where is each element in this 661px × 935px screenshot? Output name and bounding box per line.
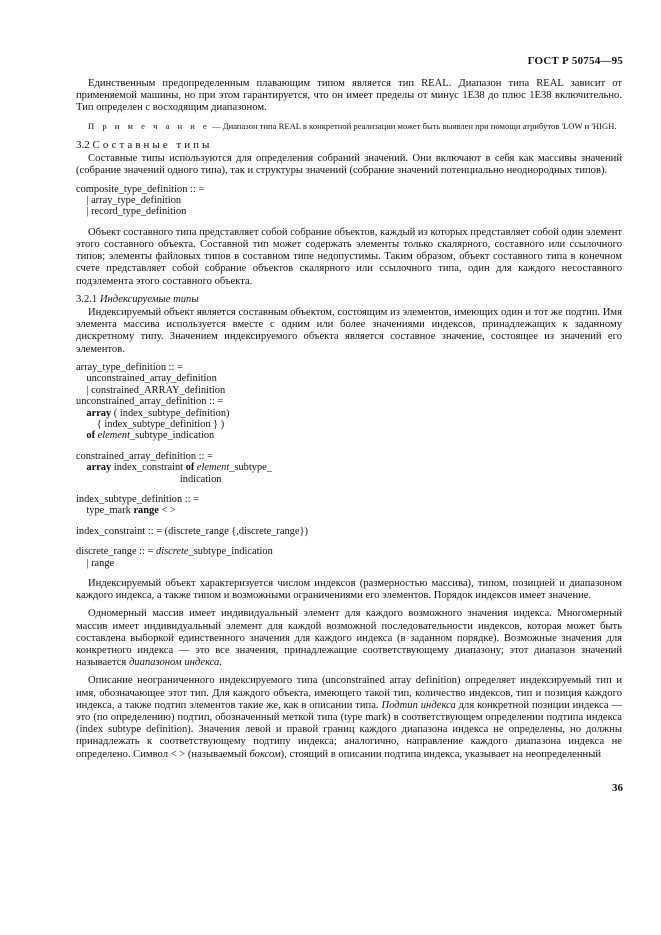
code-line: | constrained_ARRAY_definition <box>76 384 226 396</box>
code-line: composite_type_definition :: = <box>76 183 205 195</box>
code-index-constraint <box>76 526 622 537</box>
keyword-of: of <box>185 462 195 474</box>
page-body <box>76 78 622 767</box>
code-line <box>76 474 622 485</box>
note-text: — Диапазон типа REAL в конкретной реализации может быть выявлен при помощи атрибутов 'LOW и 'HIGH. <box>209 120 617 131</box>
note <box>76 121 622 131</box>
code-discrete-range <box>76 546 622 569</box>
paragraph-real-type: Единственным предопределенным плавающим типом является тип REAL. Диапазон типа REAL зависит от применяемой машины, но при этом гарантируется, что он имеет пределы от минус 1E38 до плюс 1E38 включительно. Тип определен с восходящим диапазоном. <box>76 78 622 114</box>
code-line <box>76 505 622 516</box>
keyword-of: of <box>86 430 96 442</box>
subsection-title: Индексируемые типы <box>99 293 199 305</box>
code-line <box>76 430 622 441</box>
code-line: unconstrained_array_definition <box>76 373 217 385</box>
section-number: 3.2 <box>76 139 90 152</box>
code-line: unconstrained_array_definition :: = <box>76 396 224 408</box>
code-fragment: | range <box>86 557 115 569</box>
term-box: боксом <box>249 748 281 760</box>
code-fragment: discrete_range :: = <box>76 546 157 558</box>
code-line: { index_subtype_definition } ) <box>76 418 225 430</box>
paragraph-composite-types: Составные типы используются для определения собраний значений. Они включают в себя как массивы значений (собрание значений одного типа), так и структуры значений (собрание значений потенциально неоднородных типов). <box>76 153 622 177</box>
section-heading-3-2 <box>76 139 622 151</box>
keyword-range: range <box>133 505 159 517</box>
subsection-heading-3-2-1 <box>76 294 622 306</box>
term-index-range: диапазоном индекса. <box>128 657 222 669</box>
paragraph-text: Описание неограниченного индексируемого типа (unconstrained array definition) определяет индексируемый тип и имя, обозначающее этот тип. Для каждого объекта, имеющего такой тип, количество индексов, тип и позиция каждого индекса, а также подтип элементов такие же, как в описании типа. <box>76 675 622 711</box>
keyword-array: array <box>86 407 112 419</box>
code-fragment: _subtype_indication <box>188 546 273 558</box>
code-line: array_type_definition :: = <box>76 361 183 373</box>
paragraph-index-characteristics: Индексируемый объект характеризуется числом индексов (размерностью массива), типом, позицией и диапазоном каждого индекса, а также типом и возможными ограничениями его элементов. Порядок индексов имеет значение. <box>76 577 622 602</box>
paragraph-one-dimensional-array <box>76 608 622 669</box>
code-line <box>76 408 622 419</box>
note-label: П р и м е ч а н и е <box>88 120 210 131</box>
section-title: Составные типы <box>92 139 213 152</box>
code-composite-type-definition <box>76 184 622 218</box>
paragraph-indexed-object: Индексируемый объект является составным объектом, состоящим из элементов, имеющих один и тот же подтип. Имя элемента массива используется вместе с одним или более значениями индексов, принадлежащих к заданному дискретному типу. Значением индексируемого объекта является составное значение, состоящее из значений его элементов. <box>76 307 622 355</box>
code-fragment: < > <box>158 505 176 517</box>
code-fragment: index_constraint <box>111 462 186 474</box>
subsection-number: 3.2.1 <box>76 293 98 305</box>
page-number: 36 <box>612 782 623 794</box>
code-index-subtype-definition <box>76 494 622 517</box>
code-line: index_subtype_definition :: = <box>76 493 200 505</box>
code-fragment: _subtype_ <box>229 462 272 474</box>
code-constrained-array-definition <box>76 451 622 485</box>
paragraph-text: ), стоящий в описании подтипа индекса, указывает на неопределенный <box>280 748 601 760</box>
code-array-type-definition <box>76 362 622 442</box>
code-line <box>76 462 622 473</box>
code-fragment: type_mark <box>86 505 134 517</box>
code-italic-element: element <box>97 430 130 442</box>
paragraph-text: Одномерный массив имеет индивидуальный элемент для каждого возможного значения индекса. Многомерный массив имеет индивидуальный элемент для каждой возможной последовательности индексов, которая может быть составлена выборкой единственного значения для каждого индекса (в заданном порядке). Возможные значения для конкретного индекса — это все значения, принадлежащие соответствующему диапазону; этот диапазон значений называется <box>76 608 622 669</box>
code-italic-element: element <box>196 462 230 474</box>
code-fragment: ( index_subtype_definition) <box>111 407 230 419</box>
keyword-array: array <box>86 462 112 474</box>
paragraph-composite-object: Объект составного типа представляет собой собрание объектов, каждый из которых представляет собой один элемент этого составного объекта. Составной тип может содержать элементы только скалярного, составного или ссылочного типов; элементы файловых типов в составном типе недопустимы. Таким образом, объект составного типа в конечном счете представляет собой собрание объектов скалярного или ссылочного типа, один для каждого несоставного подэлемента этого составного объекта. <box>76 226 622 287</box>
code-line: | record_type_definition <box>76 206 187 218</box>
code-line: index_constraint :: = (discrete_range {,discrete_range}) <box>76 525 308 537</box>
code-fragment: indication <box>179 473 222 485</box>
term-index-subtype: Подтип индекса <box>381 699 456 711</box>
code-italic-discrete: discrete <box>156 546 189 558</box>
code-line: | array_type_definition <box>76 195 182 207</box>
code-fragment: _subtype_indication <box>129 430 215 442</box>
code-line <box>76 546 622 557</box>
code-line <box>76 558 622 569</box>
code-line: constrained_array_definition :: = <box>76 450 213 462</box>
paragraph-text: для конкретной позиции индекса — это (по определению) подтип, обозначенный меткой типа (type mark) в соответствующем определении подтипа индекса (index subtype definition). Значения левой и правой границ каждого диапазона индекса не определены, но должны принадлежать к соответствующему подтипу индекса; аналогично, направление каждого диапазона индекса не определено. Символ < > (называемый <box>76 699 622 760</box>
paragraph-unconstrained-array <box>76 675 622 760</box>
document-id-header: ГОСТ Р 50754—95 <box>527 55 623 67</box>
